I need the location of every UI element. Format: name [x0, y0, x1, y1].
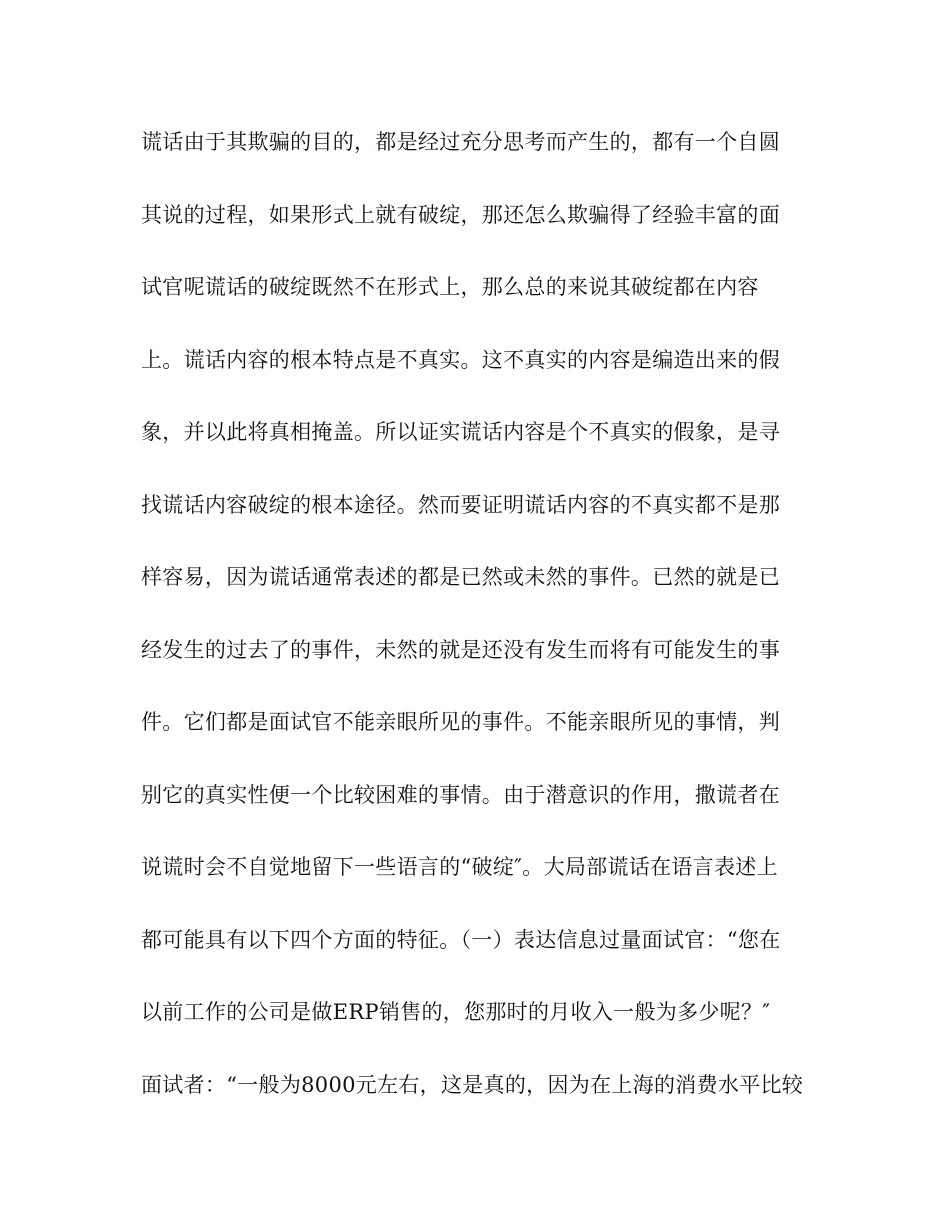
text-line-12: 都可能具有以下四个方面的特征。（一）表达信息过量面试官：“您在	[141, 927, 781, 952]
body-text	[141, 118, 831, 1133]
text-line-5: 象，并以此将真相掩盖。所以证实谎话内容是个不真实的假象，是寻	[141, 420, 780, 444]
text-line-10: 别它的真实性便一个比较困难的事情。由于潜意识的作用，撒谎者在	[141, 782, 780, 807]
text-line-4: 上。谎话内容的根本特点是不真实。这不真实的内容是编造出来的假	[141, 347, 780, 372]
text-line-3: 试官呢谎话的破绽既然不在形式上，那么总的来说其破绽都在内容	[141, 275, 759, 299]
text-line-6: 找谎话内容破绽的根本途径。然而要证明谎话内容的不真实都不是那	[141, 492, 780, 517]
text-line-8: 经发生的过去了的事件，未然的就是还没有发生而将有可能发生的事	[141, 637, 780, 662]
text-line-1: 谎话由于其欺骗的目的，都是经过充分思考而产生的，都有一个自圆	[141, 130, 780, 154]
text-line-11: 说谎时会不自觉地留下一些语言的“破绽″。大局部谎话在语言表述上	[141, 855, 778, 879]
text-line-14: 面试者：“一般为8000元左右，这是真的，因为在上海的消费水平比较	[141, 1072, 804, 1097]
text-line-2: 其说的过程，如果形式上就有破绽，那还怎么欺骗得了经验丰富的面	[141, 202, 780, 227]
text-line-13: 以前工作的公司是做ERP销售的，您那时的月收入一般为多少呢？″	[141, 1000, 771, 1024]
text-line-7: 样容易，因为谎话通常表述的都是已然或未然的事件。已然的就是已	[141, 565, 780, 589]
text-line-9: 件。它们都是面试官不能亲眼所见的事件。不能亲眼所见的事情，判	[141, 710, 780, 734]
